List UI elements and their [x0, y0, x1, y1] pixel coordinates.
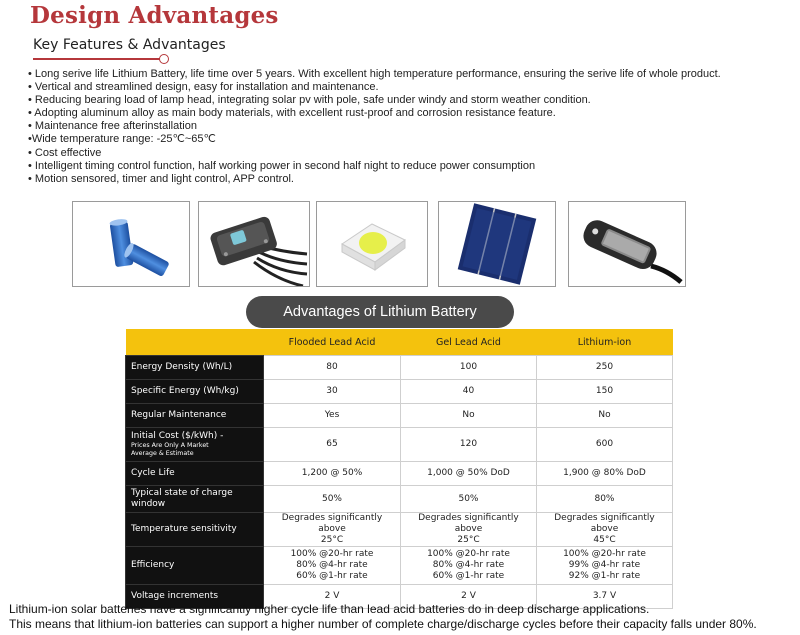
table-cell: 50% — [401, 486, 537, 513]
table-cell — [264, 513, 401, 547]
heading-underline-dot — [159, 54, 169, 64]
row-label-line: Typical state of charge — [131, 488, 233, 498]
table-cell: 65 — [264, 428, 401, 462]
row-label: Energy Density (Wh/L) — [126, 356, 264, 380]
cell-line: Degrades significantly above — [418, 513, 519, 534]
row-label: Specific Energy (Wh/kg) — [126, 380, 264, 404]
table-cell: 80% — [537, 486, 673, 513]
cell-line: 100% @20-hr rate — [563, 549, 646, 559]
row-label: Voltage increments — [126, 585, 264, 609]
feature-item: • Intelligent timing control function, half working power in second half night to reduce power consumption — [28, 159, 536, 172]
table-corner — [126, 329, 264, 356]
table-cell: 50% — [264, 486, 401, 513]
row-label — [126, 486, 264, 513]
solar-controller-photo — [198, 201, 310, 287]
led-chip-photo — [316, 201, 428, 287]
table-row — [126, 462, 673, 486]
feature-item: • Adopting aluminum alloy as main body materials, with excellent rust-proof and corrosion resistance feature. — [28, 107, 556, 120]
lithium-advantages-banner: Advantages of Lithium Battery — [246, 296, 514, 328]
column-header: Lithium-ion — [537, 329, 673, 356]
table-row — [126, 380, 673, 404]
heading-underline — [33, 58, 161, 60]
battery-comparison-table — [125, 329, 673, 609]
feature-item: • Cost effective — [28, 146, 102, 159]
cell-line: Degrades significantly above — [281, 513, 383, 534]
feature-item: •Wide temperature range: -25℃~65℃ — [28, 133, 216, 146]
row-label: Regular Maintenance — [126, 404, 264, 428]
row-label-text: Initial Cost ($/kWh) - — [131, 431, 224, 441]
table-cell: 1,200 @ 50% — [264, 462, 401, 486]
street-lamp-image — [569, 202, 685, 286]
row-label: Efficiency — [126, 547, 264, 585]
cell-line: 80% @4-hr rate — [432, 560, 505, 570]
cell-line: 100% @20-hr rate — [290, 549, 374, 559]
column-header: Gel Lead Acid — [401, 329, 537, 356]
led-chip-image — [317, 202, 427, 286]
table-cell: 100 — [401, 356, 537, 380]
table-cell: 80 — [264, 356, 401, 380]
table-cell: 30 — [264, 380, 401, 404]
table-cell — [401, 513, 537, 547]
table-cell: 250 — [537, 356, 673, 380]
column-header: Flooded Lead Acid — [264, 329, 401, 356]
cell-line: 45°C — [593, 535, 616, 545]
feature-item: • Vertical and streamlined design, easy for installation and maintenance. — [28, 81, 379, 94]
solar-cell-image — [439, 202, 555, 286]
solar-controller-image — [199, 202, 309, 286]
cell-line: 99% @4-hr rate — [568, 560, 641, 570]
table-cell: 120 — [401, 428, 537, 462]
table-cell: 40 — [401, 380, 537, 404]
row-label-line: window — [131, 499, 166, 509]
row-label-note: Prices Are Only A Market — [131, 442, 209, 449]
footer-line: This means that lithium-ion batteries can support a higher number of complete charge/discharge cycles before their capacity falls under 80%. — [9, 616, 757, 631]
table-cell: No — [401, 404, 537, 428]
feature-list — [28, 68, 788, 186]
lithium-cells-photo — [72, 201, 190, 287]
table-cell — [264, 547, 401, 585]
section-heading: Key Features & Advantages — [33, 37, 226, 53]
table-cell: No — [537, 404, 673, 428]
cell-line: 25°C — [320, 535, 344, 545]
cell-line: 100% @20-hr rate — [427, 549, 510, 559]
solar-cell-photo — [438, 201, 556, 287]
table-cell: 2 V — [401, 585, 537, 609]
cell-line: 92% @1-hr rate — [568, 571, 641, 581]
cell-line: 25°C — [457, 535, 480, 545]
page-title: Design Advantages — [30, 2, 279, 29]
table-cell — [537, 547, 673, 585]
table-row — [126, 547, 673, 585]
table-cell — [401, 547, 537, 585]
table-cell: 3.7 V — [537, 585, 673, 609]
footer-line: Lithium-ion solar batteries have a significantly higher cycle life than lead acid batteries do in deep discharge applications. — [9, 602, 650, 616]
footer-note — [9, 602, 757, 631]
row-label-note: Average & Estimate — [131, 450, 194, 457]
table-cell: 1,900 @ 80% DoD — [537, 462, 673, 486]
table-cell: 1,000 @ 50% DoD — [401, 462, 537, 486]
feature-item: • Reducing bearing load of lamp head, integrating solar pv with pole, safe under windy and storm weather condition. — [28, 94, 591, 107]
table-cell: 2 V — [264, 585, 401, 609]
street-lamp-photo — [568, 201, 686, 287]
table-cell — [537, 513, 673, 547]
table-row — [126, 486, 673, 513]
row-label: Temperature sensitivity — [126, 513, 264, 547]
table-cell: Yes — [264, 404, 401, 428]
cell-line: Degrades significantly above — [554, 513, 655, 534]
cell-line: 60% @1-hr rate — [296, 571, 368, 581]
table-cell: 150 — [537, 380, 673, 404]
cell-line: 60% @1-hr rate — [432, 571, 505, 581]
table-header-row — [126, 329, 673, 356]
feature-item: • Long serive life Lithium Battery, life time over 5 years. With excellent high temperature performance, ensuring the serive life of whole product. — [28, 68, 721, 80]
lithium-cells-image — [73, 202, 189, 286]
row-label — [126, 428, 264, 462]
feature-item: • Maintenance free afterinstallation — [28, 120, 197, 133]
feature-item: • Motion sensored, timer and light control, APP control. — [28, 172, 294, 185]
table-row — [126, 513, 673, 547]
cell-line: 80% @4-hr rate — [296, 560, 368, 570]
row-label: Cycle Life — [126, 462, 264, 486]
table-row — [126, 428, 673, 462]
table-row — [126, 356, 673, 380]
table-cell: 600 — [537, 428, 673, 462]
table-row — [126, 404, 673, 428]
